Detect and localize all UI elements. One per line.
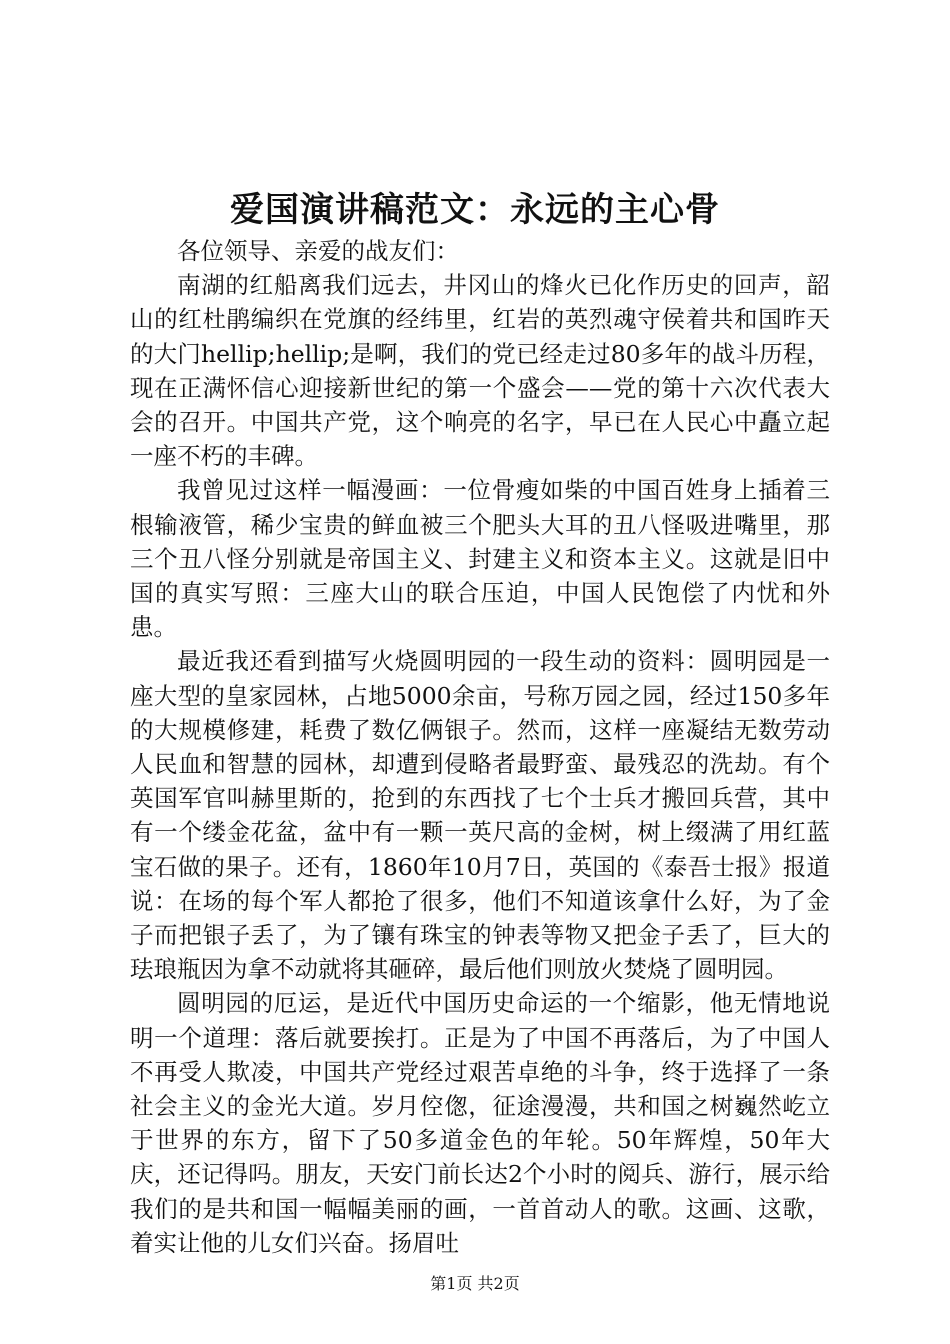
salutation: 各位领导、亲爱的战友们： [177,237,459,265]
document-title: 爱国演讲稿范文：永远的主心骨 [230,190,720,230]
paragraph-3: 最近我还看到描写火烧圆明园的一段生动的资料：圆明园是一座大型的皇家园林，占地5000余亩，号称万园之园，经过150多年的大规模修建，耗费了数亿俩银子。然而，这样一座凝结无数劳动人民血和智慧的园林，却遭到侵略者最野蛮、最残忍的洗劫。有个英国军官叫赫里斯的，抢到的东西找了七个士兵才搬回兵营，其中有一个缕金花盆，盆中有一颗一英尺高的金树，树上缀满了用红蓝宝石做的果子。还有，1860年10月7日，英国的《泰吾士报》报道说：在场的每个军人都抢了很多，他们不知道该拿什么好，为了金子而把银子丢了，为了镶有珠宝的钟表等物又把金子丢了，巨大的珐琅瓶因为拿不动就将其砸碎，最后他们则放火焚烧了圆明园。 [130,647,830,984]
document-body [130,234,830,1260]
paragraph-2: 我曾见过这样一幅漫画：一位骨瘦如柴的中国百姓身上插着三根输液管，稀少宝贵的鲜血被三个肥头大耳的丑八怪吸进嘴里，那三个丑八怪分别就是帝国主义、封建主义和资本主义。这就是旧中国的真实写照：三座大山的联合压迫，中国人民饱偿了内忧和外患。 [130,476,830,642]
paragraph-1: 南湖的红船离我们远去，井冈山的烽火已化作历史的回声，韶山的红杜鹃编织在党旗的经纬里，红岩的英烈魂守侯着共和国昨天的大门hellip;hellip;是啊，我们的党已经走过80多年的战斗历程，现在正满怀信心迎接新世纪的第一个盛会——党的第十六次代表大会的召开。中国共产党，这个响亮的名字，早已在人民心中矗立起一座不朽的丰碑。 [130,271,830,471]
paragraph-4: 圆明园的厄运，是近代中国历史命运的一个缩影，他无情地说明一个道理：落后就要挨打。正是为了中国不再落后，为了中国人不再受人欺凌，中国共产党经过艰苦卓绝的斗争，终于选择了一条社会主义的金光大道。岁月倥偬，征途漫漫，共和国之树巍然屹立于世界的东方，留下了50多道金色的年轮。50年辉煌，50年大庆，还记得吗。朋友，天安门前长达2个小时的阅兵、游行，展示给我们的是共和国一幅幅美丽的画，一首首动人的歌。这画、这歌，着实让他的儿女们兴奋。扬眉吐 [130,989,830,1257]
page-footer: 第1页 共2页 [430,1274,520,1293]
